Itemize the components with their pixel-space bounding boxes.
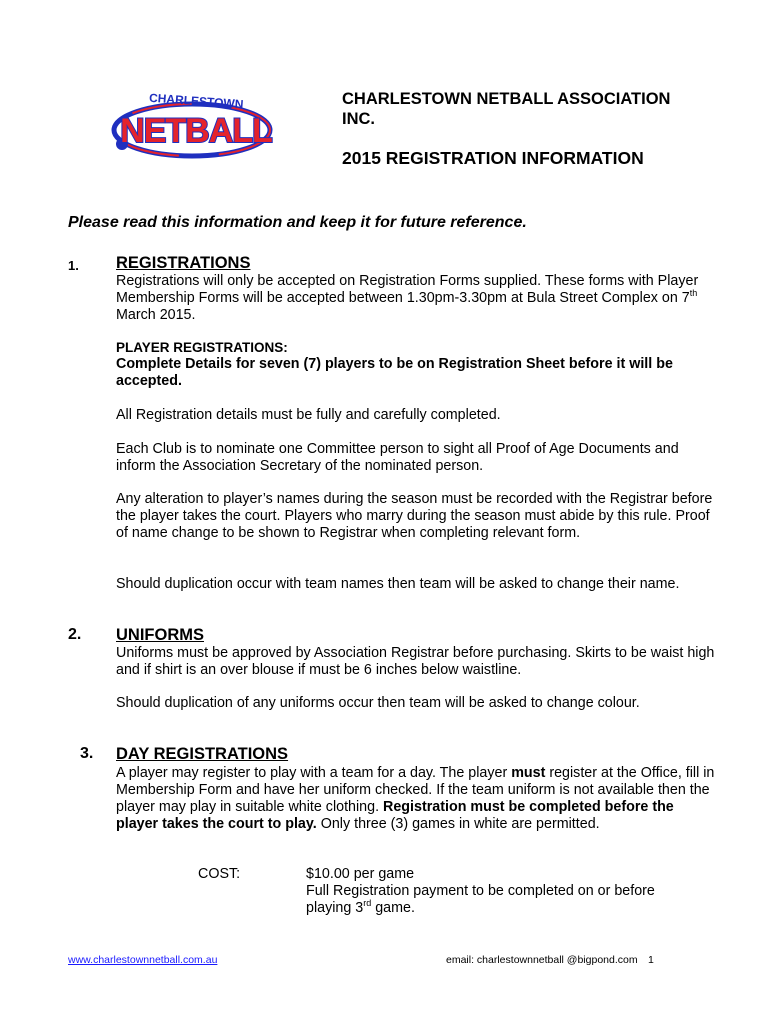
player-registrations-text: Complete Details for seven (7) players to be on Registration Sheet before it will be accepted.	[116, 356, 673, 389]
section-1-para-1	[116, 273, 716, 324]
cost-line-3-b: game.	[371, 900, 415, 916]
intro-note: Please read this information and keep it for future reference.	[68, 214, 527, 231]
org-name-line1: CHARLESTOWN NETBALL ASSOCIATION	[342, 90, 671, 108]
section-1-para-2: All Registration details must be fully and carefully completed.	[116, 407, 501, 423]
section-2-title: UNIFORMS	[116, 626, 204, 644]
cost-line-3-a: playing 3	[306, 900, 364, 916]
section-3-number: 3.	[80, 745, 94, 762]
s1-p1-text-b: March 2015.	[116, 307, 196, 323]
document-title: 2015 REGISTRATION INFORMATION	[342, 148, 644, 168]
s3-p1-text-b: register at the Office, fill in Membership Form and have her uniform checked. If the team uniform is not available then the player may play in suitable white clothing.	[116, 765, 715, 815]
section-1-number: 1.	[68, 258, 79, 273]
cost-details	[306, 866, 726, 917]
netball-logo	[108, 86, 288, 166]
cost-line-1: $10.00 per game	[306, 866, 415, 882]
section-1-para-4: Any alteration to player’s names during the season must be recorded with the Registrar before the player takes the court. Players who marry during the season must abide by this rule. Proof of name change to be shown to Registrar when completing relevant form.	[116, 491, 713, 541]
footer-email: email: charlestownnetball @bigpond.com	[446, 954, 638, 966]
cost-line-3	[306, 900, 726, 917]
section-1-para-3: Each Club is to nominate one Committee person to sight all Proof of Age Documents and inform the Association Secretary of the nominated person.	[116, 441, 679, 474]
s3-p1-bold: Registration must be completed before the player takes the court to play.	[116, 799, 674, 832]
s3-p1-must: must	[511, 765, 546, 781]
section-2-para-2: Should duplication of any uniforms occur then team will be asked to change colour.	[116, 695, 640, 711]
website-link[interactable]: www.charlestownnetball.com.au	[68, 954, 218, 966]
section-2-number: 2.	[68, 626, 82, 643]
player-registrations-label: PLAYER REGISTRATIONS:	[116, 340, 288, 355]
section-1-title: REGISTRATIONS	[116, 254, 251, 272]
player-registrations-block	[116, 339, 716, 390]
section-2-para-1: Uniforms must be approved by Association Registrar before purchasing. Skirts to be waist high and if shirt is an over blouse if must be 6 inches below waistline.	[116, 645, 715, 678]
cost-label: COST:	[198, 866, 241, 882]
section-3-title: DAY REGISTRATIONS	[116, 745, 289, 763]
logo-top-text: CHARLESTOWN	[148, 90, 244, 112]
page-number: 1	[648, 954, 654, 966]
s1-p1-text-a: Registrations will only be accepted on Registration Forms supplied. These forms with Player Membership Forms will be accepted between 1.30pm-3.30pm at Bula Street Complex on 7	[116, 273, 699, 306]
cost-line-3-sup: rd	[363, 898, 372, 909]
s3-p1-text-a: A player may register to play with a team for a day. The player	[116, 765, 512, 781]
section-1-para-5: Should duplication occur with team names then team will be asked to change their name.	[116, 576, 680, 592]
org-name-line2: INC.	[342, 110, 375, 128]
logo-main-text: NETBALL	[120, 112, 272, 150]
s1-p1-sup: th	[689, 288, 698, 299]
cost-line-2: Full Registration payment to be completed on or before	[306, 883, 655, 899]
logo-graphic	[108, 86, 288, 166]
s3-p1-text-c: Only three (3) games in white are permitted.	[316, 816, 600, 832]
section-3-para-1	[116, 765, 716, 833]
org-name	[342, 89, 742, 129]
